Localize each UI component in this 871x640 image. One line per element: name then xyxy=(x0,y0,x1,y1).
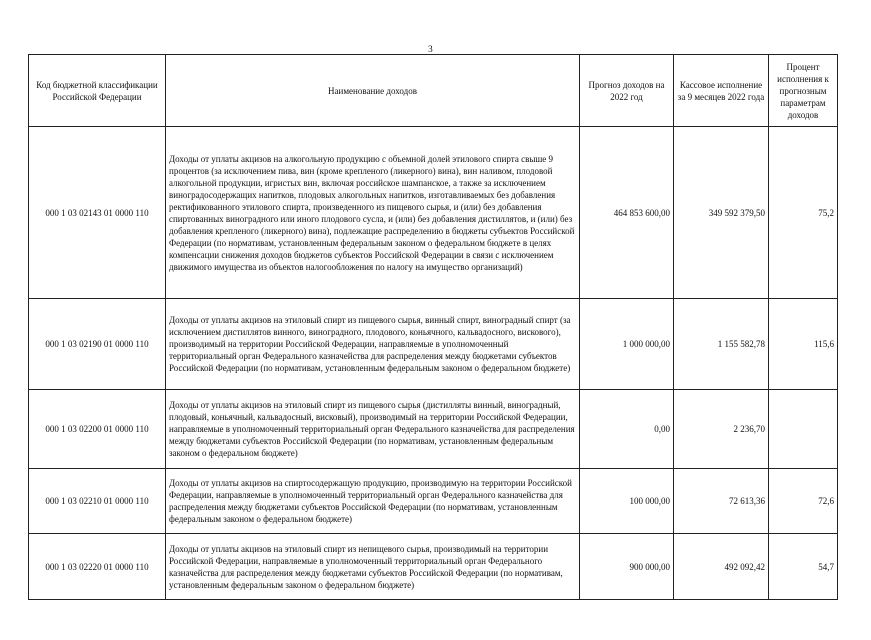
row-code: 000 1 03 02200 01 0000 110 xyxy=(29,390,166,469)
row-percent: 115,6 xyxy=(769,299,838,390)
row-name: Доходы от уплаты акцизов на этиловый спирт из непищевого сырья, производимый на территории Российской Федерации, направляемые в уполномоченный территориальный орган Федерального казначейства для распределения между бюджетами субъектов Российской Федерации (по нормативам, установленным федеральным законом о федеральном бюджете) xyxy=(166,534,580,600)
header-code: Код бюджетной классификации Российской Федерации xyxy=(29,55,166,127)
table-row xyxy=(29,469,838,534)
header-percent: Процент исполнения к прогнозным параметрам доходов xyxy=(769,55,838,127)
row-actual: 1 155 582,78 xyxy=(674,299,769,390)
row-actual: 349 592 379,50 xyxy=(674,127,769,299)
row-percent: 75,2 xyxy=(769,127,838,299)
row-actual: 492 092,42 xyxy=(674,534,769,600)
row-forecast: 1 000 000,00 xyxy=(580,299,674,390)
row-actual: 2 236,70 xyxy=(674,390,769,469)
revenue-table xyxy=(28,54,838,600)
row-percent: 54,7 xyxy=(769,534,838,600)
page-number: 3 xyxy=(428,45,433,55)
row-code: 000 1 03 02210 01 0000 110 xyxy=(29,469,166,534)
row-name: Доходы от уплаты акцизов на спиртосодержащую продукцию, производимую на территории Российской Федерации, направляемые в уполномоченный территориальный орган Федерального казначейства для распределения между бюджетами субъектов Российской Федерации (по нормативам, установленным федеральным законом о федеральном бюджете) xyxy=(166,469,580,534)
row-name: Доходы от уплаты акцизов на алкогольную продукцию с объемной долей этилового спирта свыше 9 процентов (за исключением пива, вин (кроме крепленого (ликерного) вина), вин наливом, плодовой алкогольной продукции, игристых вин, включая российское шампанское, а также за исключением виноградосодержащих напитков, плодовых алкогольных напитков, изготавливаемых без добавления ректификованного этилового спирта, произведенного из пищевого сырья, и (или) без добавления спиртованных виноградного или иного плодового сусла, и (или) без добавления дистиллятов, и (или) без добавления крепленого (ликерного) вина), подлежащие распределению в бюджеты субъектов Российской Федерации (по нормативам, установленным федеральным законом о федеральном бюджете в целях компенсации снижения доходов бюджетов субъектов Российской Федерации в связи с исключением движимого имущества из объектов налогообложения по налогу на имущество организаций) xyxy=(166,127,580,299)
table-row xyxy=(29,127,838,299)
table-row xyxy=(29,390,838,469)
row-name: Доходы от уплаты акцизов на этиловый спирт из пищевого сырья (дистилляты винный, виноградный, плодовый, коньячный, кальвадосный, висковый), производимый на территории Российской Федерации, направляемые в уполномоченный территориальный орган Федерального казначейства для распределения между бюджетами субъектов Российской Федерации (по нормативам, установленным федеральным законом о федеральном бюджете) xyxy=(166,390,580,469)
header-actual: Кассовое исполнение за 9 месяцев 2022 года xyxy=(674,55,769,127)
row-code: 000 1 03 02143 01 0000 110 xyxy=(29,127,166,299)
table-row xyxy=(29,299,838,390)
row-actual: 72 613,36 xyxy=(674,469,769,534)
table-row xyxy=(29,534,838,600)
row-code: 000 1 03 02190 01 0000 110 xyxy=(29,299,166,390)
row-forecast: 464 853 600,00 xyxy=(580,127,674,299)
header-forecast: Прогноз доходов на 2022 год xyxy=(580,55,674,127)
row-forecast: 100 000,00 xyxy=(580,469,674,534)
row-name: Доходы от уплаты акцизов на этиловый спирт из пищевого сырья, винный спирт, виноградный спирт (за исключением дистиллятов винного, виноградного, плодового, коньячного, кальвадосного, вискового), производимый на территории Российской Федерации, направляемые в уполномоченный территориальный орган Федерального казначейства для распределения между бюджетами субъектов Российской Федерации (по нормативам, установленным федеральным законом о федеральном бюджете) xyxy=(166,299,580,390)
row-forecast: 900 000,00 xyxy=(580,534,674,600)
row-percent: 72,6 xyxy=(769,469,838,534)
row-percent xyxy=(769,390,838,469)
row-code: 000 1 03 02220 01 0000 110 xyxy=(29,534,166,600)
row-forecast: 0,00 xyxy=(580,390,674,469)
table-header-row xyxy=(29,55,838,127)
header-name: Наименование доходов xyxy=(166,55,580,127)
